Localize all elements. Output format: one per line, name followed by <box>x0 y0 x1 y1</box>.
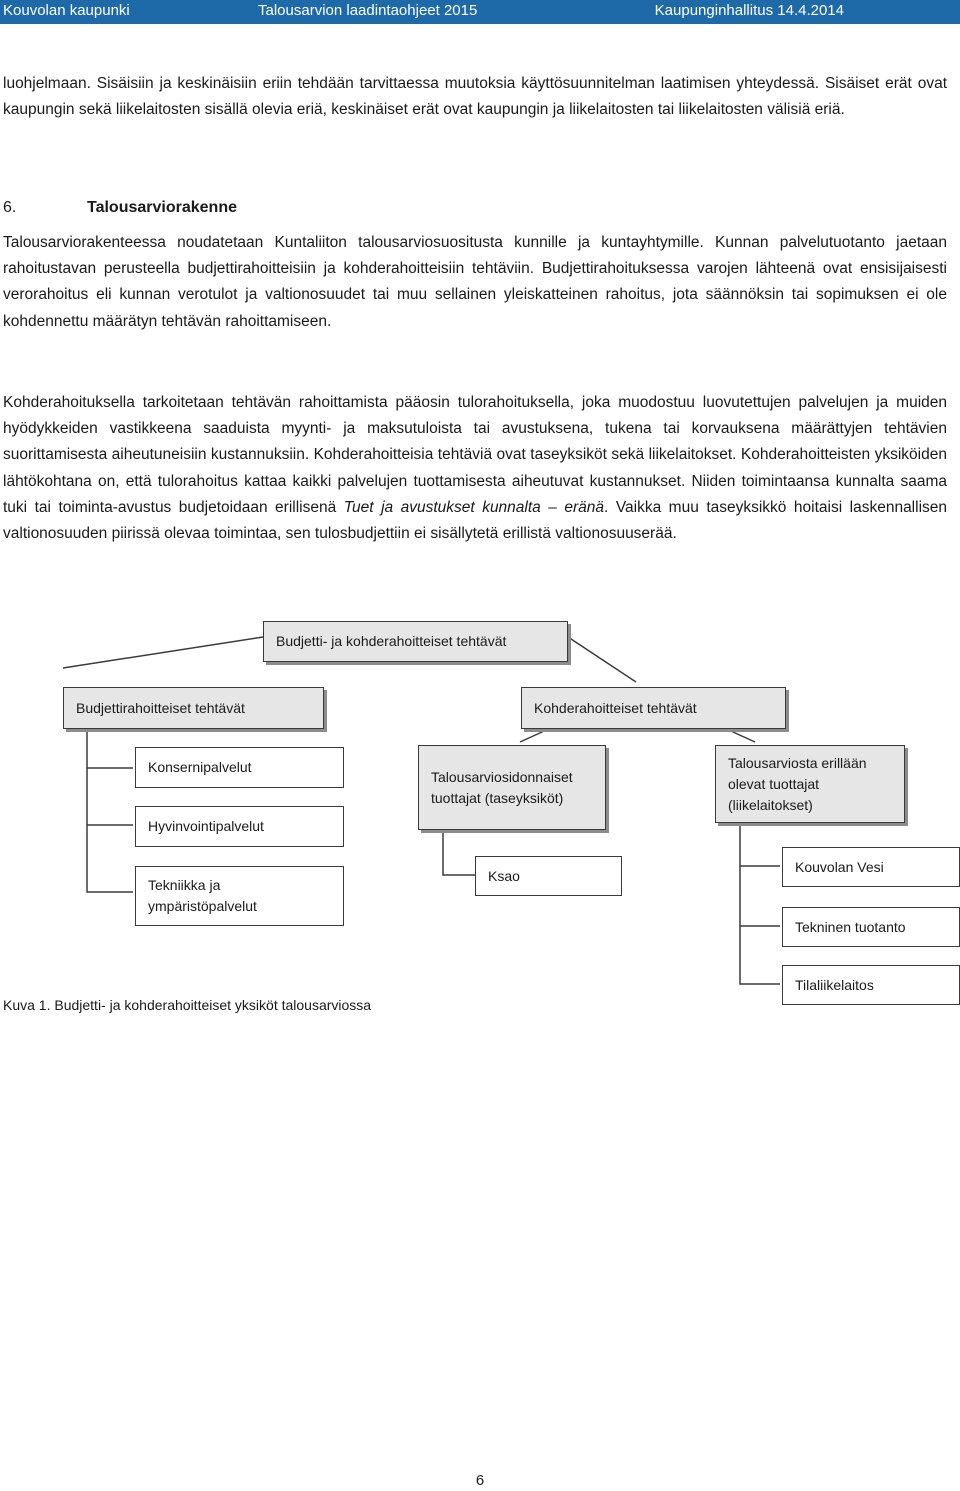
box-konsernipalvelut: Konsernipalvelut <box>135 747 344 788</box>
paragraph-structure: Talousarviorakenteessa noudatetaan Kuntaliiton talousarviosuositusta kunnille ja kuntayhtymille. Kunnan palvelutuotanto jaetaan rahoitustavan perusteella budjettirahoitteisiin ja kohderahoitteisiin tehtäviin. Budjettirahoituksessa varojen lähteenä ovat ensisijaisesti verorahoitus eli kunnan verotulot ja valtionosuudet tai muu sellainen yleiskatteinen rahoitus, jota säännöksin tai sopimuksen ei ole kohdennettu määrätyn tehtävän rahoittamiseen. <box>3 234 947 330</box>
box-budget-funded: Budjettirahoitteiset tehtävät <box>63 687 324 729</box>
box-tekniikka: Tekniikka ja ympäristöpalvelut <box>135 866 344 926</box>
box-tilaliikelaitos: Tilaliikelaitos <box>782 965 960 1005</box>
paragraph-text-a: Kohderahoituksella tarkoitetaan tehtävän rahoittamista pääosin tulorahoituksella, joka muodostuu luovutettujen palvelujen ja muiden hyödykkeiden vastikkeena saaduista myynti- ja maksutuloista tai avustuksena, tukena tai korvauksena määrättyjen tehtävien suorittamisesta aiheutuneisiin kustannuksiin. Kohderahoitteisia tehtäviä ovat taseyksiköt sekä liikelaitokset. Kohderahoitteisten yksiköiden lähtökohtana on, että tulorahoitus kattaa kaikki palvelujen tuottamisesta aiheutuvat kustannukset. Niiden toimintaansa kunnalta saama tuki tai toiminta-avustus budjetoidaan erillisenä <box>3 394 947 516</box>
section-title: Talousarviorakenne <box>87 199 237 216</box>
paragraph-italic-term: Tuet ja avustukset kunnalta – eränä <box>343 498 605 516</box>
header-organization: Kouvolan kaupunki <box>3 2 130 19</box>
box-liikelaitokset: Talousarviosta erillään olevat tuottajat (liikelaitokset) <box>715 745 905 823</box>
header-date: Kaupunginhallitus 14.4.2014 <box>654 2 844 19</box>
connector-root-budget <box>63 637 263 668</box>
connector-taseyks-ksao <box>443 832 475 875</box>
section-heading <box>3 199 237 217</box>
paragraph-intro: luohjelmaan. Sisäisiin ja keskinäisiin eriin tehdään tarvittaessa muutoksia käyttösuunnitelman laatimisen yhteydessä. Sisäiset erät ovat kaupungin sekä liikelaitosten sisällä olevia eriä, keskinäiset erät ovat kaupungin ja liikelaitosten tai liikelaitosten välisiä eriä. <box>3 75 947 119</box>
connector-erillaan-tilaliikelaitos <box>740 823 780 984</box>
box-kouvolan-vesi: Kouvolan Vesi <box>782 847 960 887</box>
org-diagram <box>0 610 960 1030</box>
box-hyvinvointipalvelut: Hyvinvointipalvelut <box>135 806 344 847</box>
box-taseyksikot: Talousarviosidonnaiset tuottajat (taseyksiköt) <box>418 745 606 830</box>
box-root: Budjetti- ja kohderahoitteiset tehtävät <box>263 621 568 662</box>
box-ksao: Ksao <box>475 856 622 896</box>
section-number: 6. <box>3 199 17 216</box>
header-document-title: Talousarvion laadintaohjeet 2015 <box>258 2 478 19</box>
connector-root-target <box>568 637 636 682</box>
page-header <box>0 0 960 24</box>
paragraph-target-funding <box>3 390 947 547</box>
figure-caption: Kuva 1. Budjetti- ja kohderahoitteiset yksiköt talousarviossa <box>3 997 372 1013</box>
page-number: 6 <box>475 1472 485 1489</box>
box-tekninen-tuotanto: Tekninen tuotanto <box>782 907 960 947</box>
connector-budget-tekniikka <box>87 717 133 892</box>
paragraph-text-b: . Vaikka muu taseyksikkö hoitaisi laskennallisen valtionosuuden piirissä olevaa toimintaa, sen tulosbudjettiin ei sisällytetä erillistä valtionosuuserää. <box>3 498 948 543</box>
box-target-funded: Kohderahoitteiset tehtävät <box>521 687 786 729</box>
